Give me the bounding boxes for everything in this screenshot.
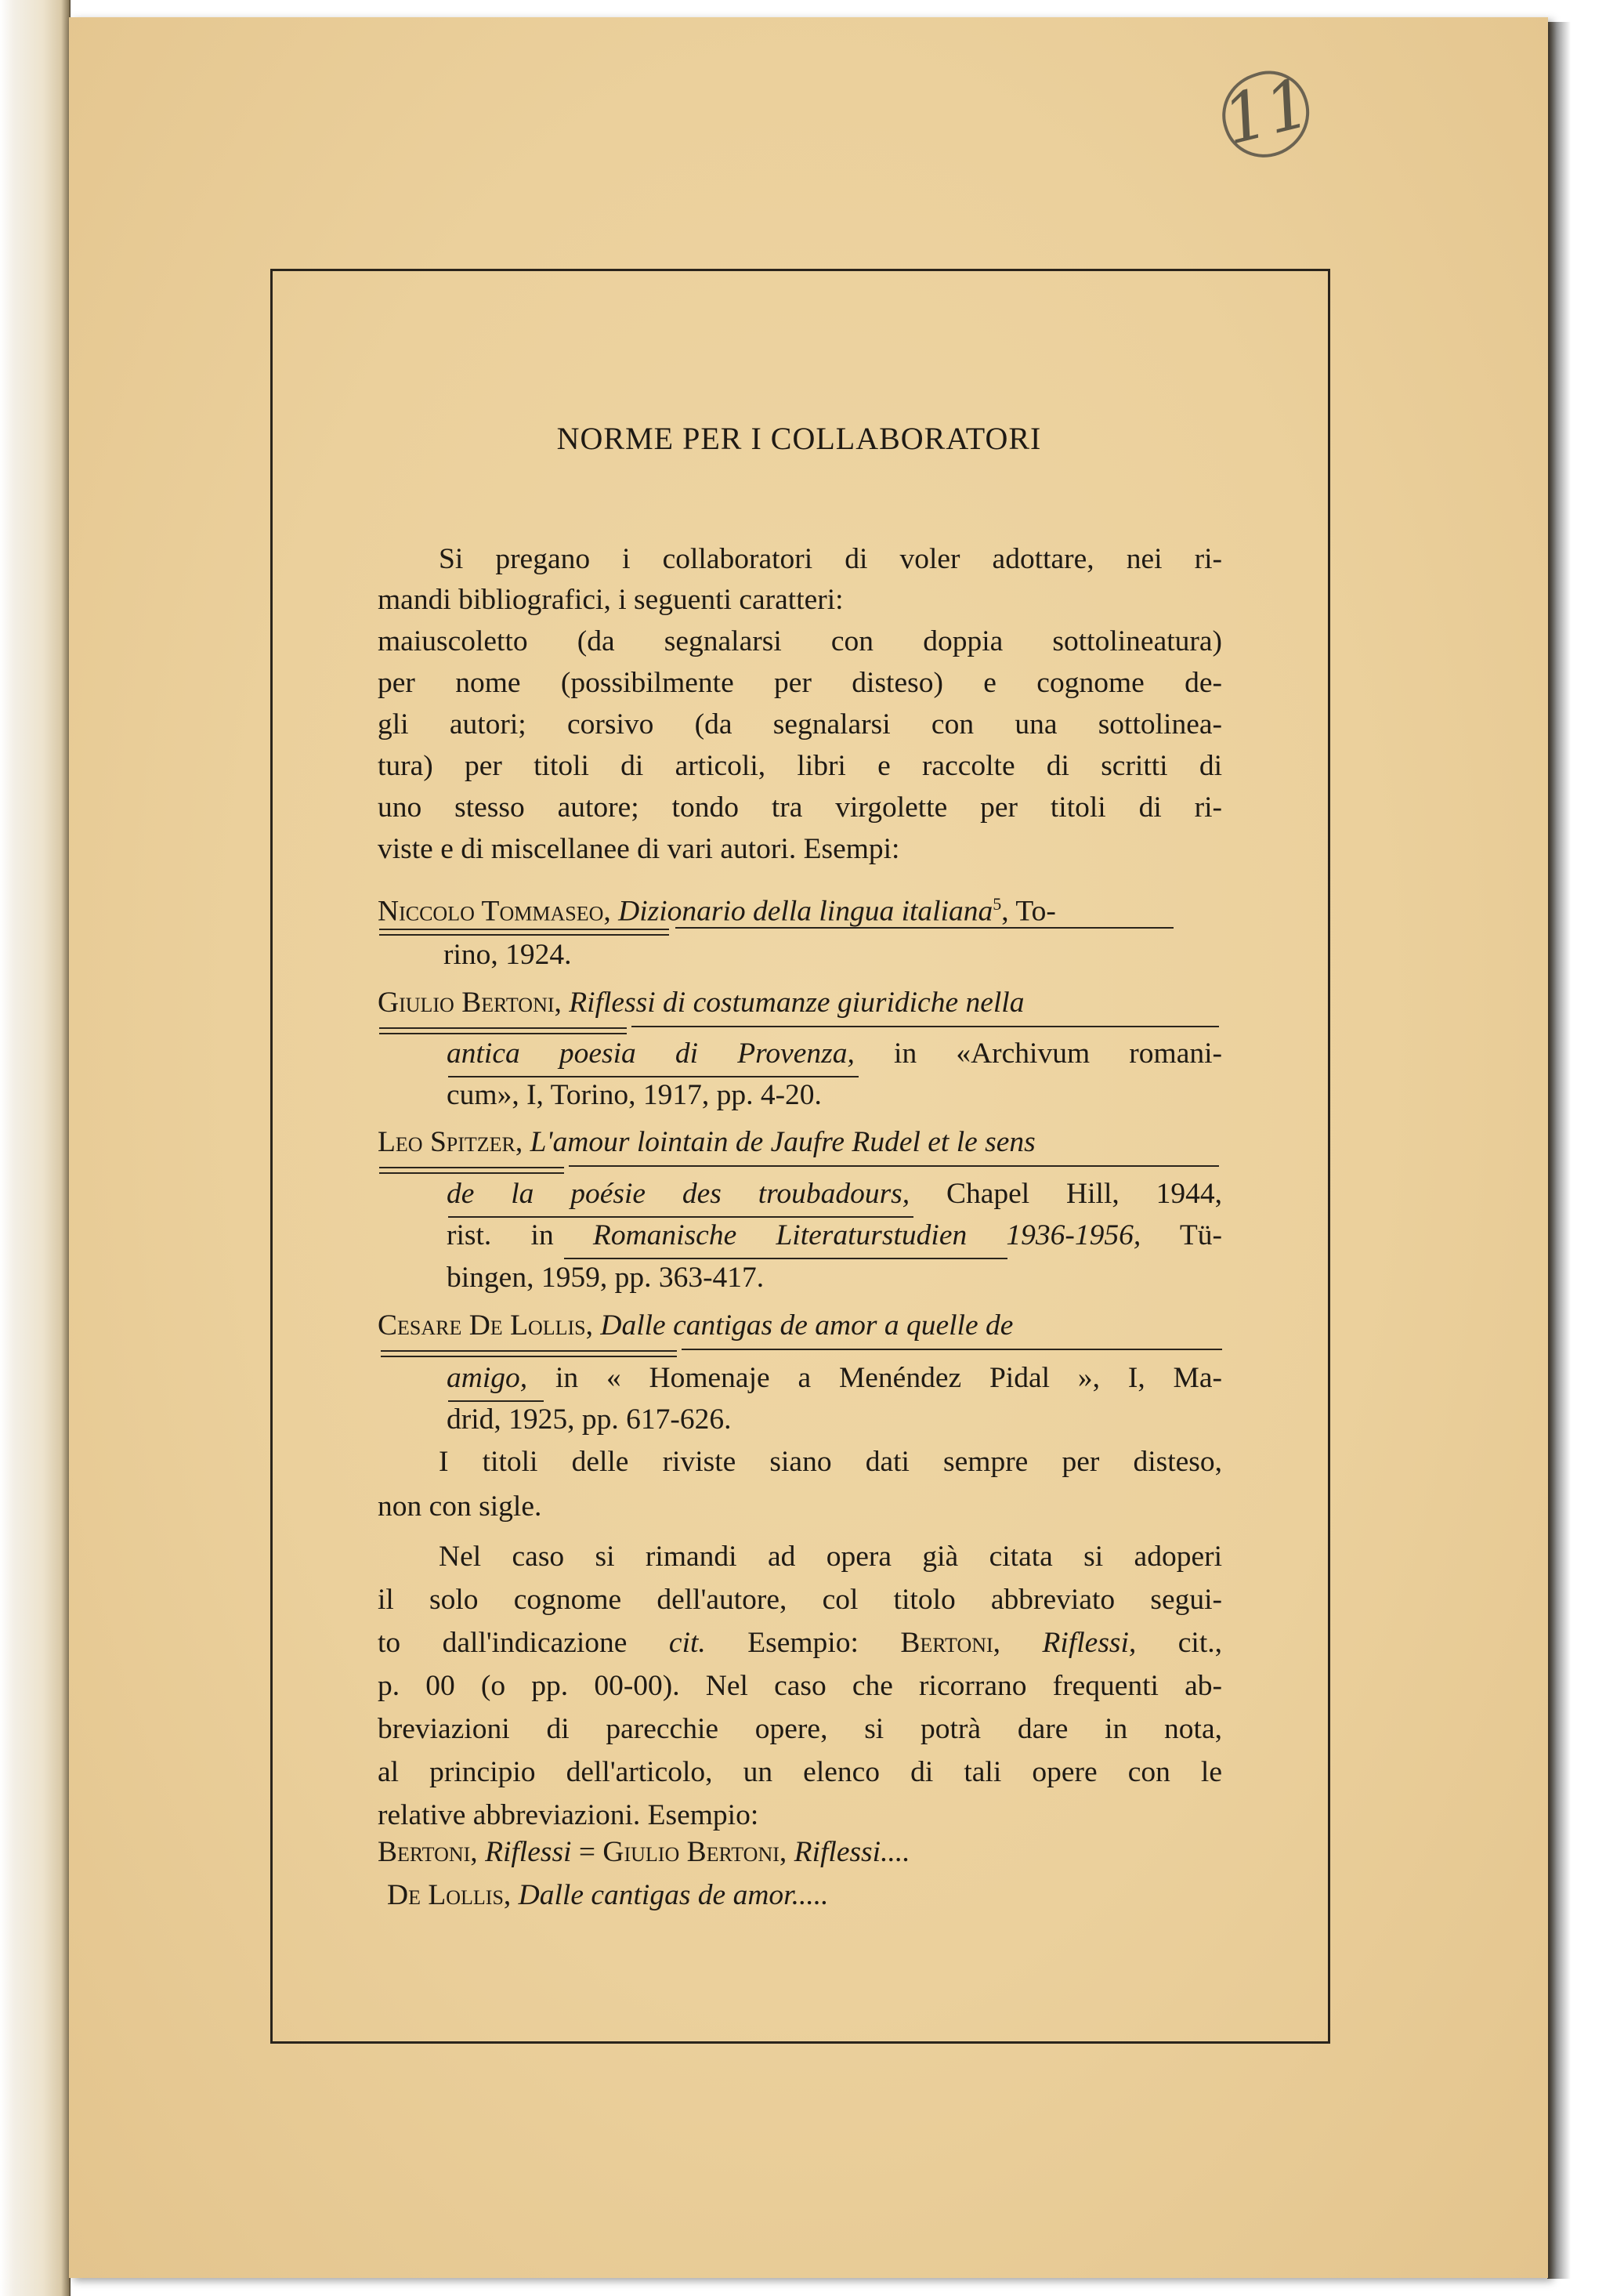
example-spitzer-line2	[447, 1175, 1222, 1213]
work-title: amigo,	[447, 1362, 528, 1394]
book-spine-edge	[0, 0, 71, 2296]
citata-line: Nel caso si rimandi ad opera già citata si adoperi	[439, 1541, 1222, 1573]
text-tail: Chapel Hill, 1944,	[910, 1178, 1222, 1210]
edition-superscript: 5	[993, 894, 1002, 914]
citata-line	[378, 1624, 1222, 1662]
citata-line: p. 00 (o pp. 00-00). Nel caso che ricorrano frequenti ab-	[378, 1670, 1222, 1702]
intro-line: gli autori; corsivo (da segnalarsi con una sottolinea-	[378, 708, 1222, 741]
double-underline	[379, 934, 669, 936]
work-title: Romanische Literaturstudien 1936-1956,	[592, 1219, 1141, 1251]
double-underline	[379, 1027, 627, 1029]
text-tail: cit.,	[1136, 1627, 1222, 1659]
equals-sign: =	[571, 1836, 603, 1868]
citata-line: breviazioni di parecchie opere, si potrà dare in nota,	[378, 1713, 1222, 1745]
text-tail: in «Archivum romani-	[854, 1038, 1222, 1070]
intro-line: per nome (possibilmente per disteso) e cognome de-	[378, 667, 1222, 699]
author-name: De Lollis,	[387, 1879, 512, 1911]
single-underline	[675, 927, 1174, 929]
work-title: Dalle cantigas de amor.....	[511, 1879, 829, 1911]
abbrev-example-1	[378, 1834, 1222, 1871]
work-title: Dalle cantigas de amor a quelle de	[600, 1309, 1014, 1342]
work-title: antica poesia di Provenza,	[447, 1038, 855, 1070]
double-underline	[381, 1350, 677, 1352]
author-name: Cesare De Lollis,	[378, 1309, 594, 1342]
intro-line: Si pregano i collaboratori di voler adottare, nei ri-	[439, 543, 1222, 575]
page-edge-shadow	[1547, 22, 1571, 2279]
author-name: Leo Spitzer,	[378, 1126, 523, 1158]
example-tommaseo-line1	[378, 885, 1222, 928]
riviste-line: non con sigle.	[378, 1490, 542, 1523]
work-title: Riflessi,	[1000, 1627, 1137, 1659]
work-title: Riflessi di costumanze giuridiche nella	[569, 987, 1025, 1019]
single-underline	[631, 1026, 1219, 1027]
example-tommaseo-line2: rino, 1924.	[443, 939, 572, 971]
author-name: Bertoni,	[378, 1836, 478, 1868]
intro-line: uno stesso autore; tondo tra virgolette per titoli di ri-	[378, 791, 1222, 824]
double-underline	[381, 1356, 677, 1357]
page-title: NORME PER I COLLABORATORI	[556, 421, 1042, 456]
example-delollis-line3: drid, 1925, pp. 617-626.	[447, 1403, 732, 1436]
double-underline	[379, 929, 669, 930]
work-title: Riflessi	[477, 1836, 572, 1868]
example-bertoni-line1	[378, 984, 1222, 1022]
author-name: Giulio Bertoni,	[378, 987, 562, 1019]
example-delollis-line2	[447, 1360, 1222, 1397]
example-spitzer-line4: bingen, 1959, pp. 363-417.	[447, 1262, 765, 1294]
work-title: Dizionario della lingua italiana	[618, 895, 993, 928]
double-underline	[379, 1033, 627, 1034]
work-title: de la poésie des troubadours,	[447, 1178, 910, 1210]
example-delollis-line1	[378, 1307, 1222, 1345]
text-mid: Esempio:	[705, 1627, 901, 1659]
single-underline	[682, 1349, 1222, 1350]
intro-line: maiuscoletto (da segnalarsi con doppia sottolineatura)	[378, 625, 1222, 657]
abbrev-example-2	[387, 1877, 1232, 1914]
author-name: Giulio Bertoni,	[602, 1836, 787, 1868]
single-underline	[569, 1165, 1219, 1167]
example-bertoni-line2	[447, 1035, 1222, 1073]
author-name: Bertoni,	[900, 1627, 1001, 1659]
text-head: to dall'indicazione	[378, 1627, 669, 1659]
example-bertoni-line3: cum», I, Torino, 1917, pp. 4-20.	[447, 1079, 822, 1111]
intro-line: viste e di miscellanee di vari autori. Esempi:	[378, 833, 900, 865]
text-tail: in « Homenaje a Menéndez Pidal », I, Ma-	[527, 1362, 1222, 1394]
text-tail: , To-	[1001, 895, 1056, 928]
text-tail: Tü-	[1141, 1219, 1223, 1251]
intro-line: mandi bibliografici, i seguenti caratteri:	[378, 584, 844, 616]
work-title: Riflessi....	[787, 1836, 910, 1868]
example-spitzer-line3	[447, 1217, 1222, 1255]
cit-abbrev: cit.	[668, 1627, 706, 1659]
riviste-line: I titoli delle riviste siano dati sempre per disteso,	[439, 1446, 1222, 1478]
citata-line: relative abbreviazioni. Esempio:	[378, 1799, 759, 1831]
author-name: Niccolo Tommaseo,	[378, 895, 611, 928]
work-title: L'amour lointain de Jaufre Rudel et le sens	[530, 1126, 1036, 1158]
folio-number: 11	[1215, 63, 1318, 161]
text-head: rist. in	[447, 1219, 593, 1251]
citata-line: il solo cognome dell'autore, col titolo abbreviato segui-	[378, 1584, 1222, 1616]
double-underline	[379, 1172, 564, 1174]
intro-line: tura) per titoli di articoli, libri e raccolte di scritti di	[378, 750, 1222, 782]
example-spitzer-line1	[378, 1124, 1222, 1161]
citata-line: al principio dell'articolo, un elenco di tali opere con le	[378, 1756, 1222, 1788]
double-underline	[379, 1167, 564, 1168]
